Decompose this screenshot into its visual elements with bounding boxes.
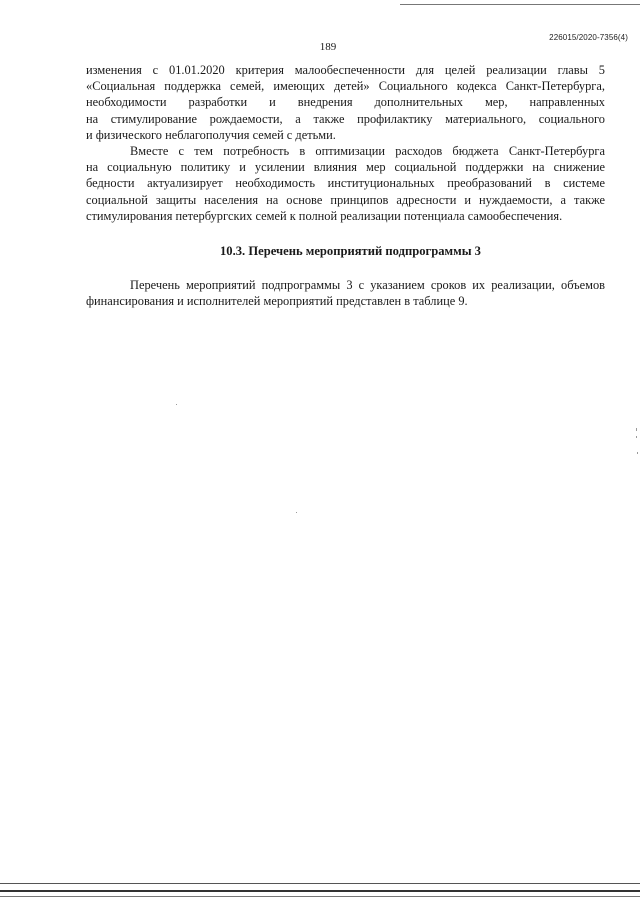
paragraph-continuation xyxy=(86,62,605,143)
paragraph-optimization xyxy=(86,143,605,224)
bottom-scan-rule xyxy=(0,883,640,884)
text-line: Вместе с тем потребность в оптимизации расходов бюджета Санкт-Петербурга xyxy=(130,144,605,159)
text-line: на стимулирование рождаемости, а также профилактику материального, социального xyxy=(86,111,605,126)
text-line: на социальную политику и усилении влияния мер социальной поддержки на снижение xyxy=(86,160,605,175)
page-body xyxy=(86,62,605,310)
text-line: изменения с 01.01.2020 критерия малообеспеченности для целей реализации главы 5 xyxy=(86,63,605,77)
bottom-scan-rule xyxy=(0,890,640,892)
section-heading: 10.3. Перечень мероприятий подпрограммы 3 xyxy=(220,244,481,259)
text-line: Перечень мероприятий подпрограммы 3 с указанием сроков их реализации, объемов xyxy=(130,278,605,293)
text-line: социальной защиты населения на основе принципов адресности и нуждаемости, а также xyxy=(86,192,605,207)
paragraph-measures-list xyxy=(86,277,605,309)
text-line: стимулирования петербургских семей к полной реализации потенциала самообеспечения. xyxy=(86,208,563,223)
text-line: финансирования и исполнителей мероприятий представлен в таблице 9. xyxy=(86,294,468,309)
text-line: «Социальная поддержка семей, имеющих детей» Социального кодекса Санкт-Петербурга, xyxy=(86,79,605,94)
text-line: необходимости разработки и внедрения дополнительных мер, направленных xyxy=(86,95,605,110)
text-line: и физического неблагополучия семей с детьми. xyxy=(86,127,336,142)
bottom-scan-rule xyxy=(0,896,640,897)
text-line: бедности актуализирует необходимость институциональных преобразований в системе xyxy=(86,176,605,191)
top-scan-rule xyxy=(400,4,640,5)
document-id: 226015/2020-7356(4) xyxy=(549,33,628,42)
page-number: 189 xyxy=(319,41,337,53)
